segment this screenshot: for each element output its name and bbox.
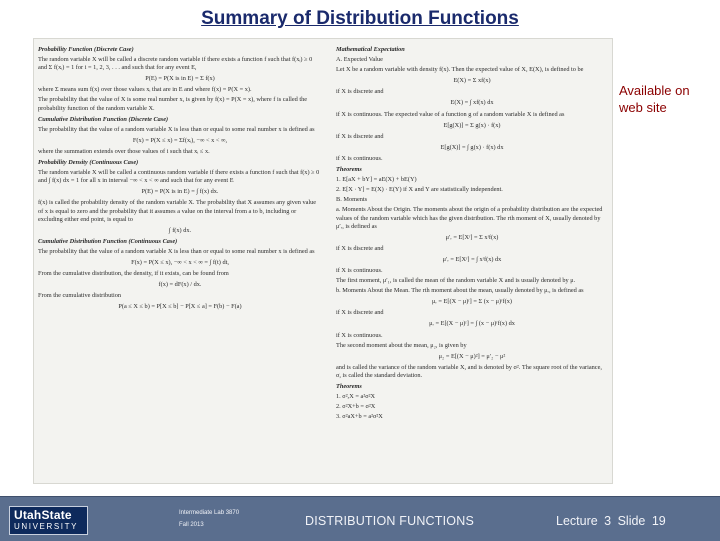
slide-title-text: Summary of Distribution Functions [201, 8, 519, 29]
scan-paragraph: and is called the variance of the random variable X, and is denoted by σ². The square root of the variance, σ, is called the standard deviation. [336, 363, 602, 379]
scan-equation: F(x) = P(X ≤ x), −∞ < x < ∞ = ∫ f(t) dt, [131, 258, 229, 266]
scan-paragraph: if X is continuous. [336, 266, 383, 274]
footer-topic: DISTRIBUTION FUNCTIONS [305, 514, 474, 528]
scan-heading: Theorems [336, 166, 362, 174]
scan-paragraph: if X is discrete and [336, 132, 384, 140]
scan-equation: F(x) = P(X ≤ x) = Σf(xᵢ), −∞ < x < ∞, [132, 136, 228, 144]
scan-equation: E(X) = ∫ xf(x) dx [450, 99, 494, 107]
scan-paragraph: From the cumulative distribution, the density, if it exists, can be found from [38, 270, 229, 278]
scan-equation: f(x) = dF(x) / dx. [158, 281, 202, 289]
scan-paragraph: if X is continuous. [336, 154, 383, 162]
scan-paragraph: where the summation extends over those values of i such that xᵢ ≤ x. [38, 147, 210, 155]
scan-paragraph: The probability that the value of X is some real number x, is given by f(x) = P(X = x), where f is called the probability function of the random variable X. [38, 96, 308, 112]
scan-paragraph: f(x) is called the probability density of the random variable X. The probability that X assumes any given value of x is equal to zero and the probability that it assumes a value on the interval from a to b, including or excluding either end point, is equal to [38, 199, 317, 223]
scan-heading: Mathematical Expectation [336, 46, 405, 53]
scan-paragraph: The first moment, μ′₁, is called the mean of the random variable X and is usually denoted by μ. [336, 277, 576, 285]
scan-paragraph: B. Moments [336, 196, 368, 204]
scan-heading: Theorems [336, 383, 362, 390]
scan-paragraph: where Σ means sum f(x) over those values xᵢ that are in E and where f(x) = P(X = x). [38, 86, 252, 94]
scan-heading: Cumulative Distribution Function (Continuous Case) [38, 237, 178, 245]
scan-paragraph: The random variable X will be called a continuous random variable if there exists a function f such that f(x) ≥ 0 and ∫ f(x) dx = 1 for all x in interval −∞ < x < ∞ and such that for any event E [38, 169, 320, 185]
course-name: Intermediate Lab 3870 [179, 510, 240, 516]
scan-equation: E[g(X)] = ∫ g(x) · f(x) dx [440, 143, 504, 151]
scan-paragraph: a. Moments About the Origin. The moments about the origin of a probability distribution are the expected values of the random variable which has the given distribution. The rth moment of X, usually denoted by μ′ᵣ, is defined as [336, 206, 603, 230]
scan-paragraph: 1. σ²ₐX = a²σ²X [336, 393, 376, 401]
side-note: Available on web site [619, 83, 690, 115]
scan-heading: Cumulative Distribution Function (Discrete Case) [38, 115, 169, 123]
scan-paragraph: The probability that the value of a random variable X is less than or equal to some real number x is defined as [38, 125, 315, 133]
scan-left-column [38, 43, 322, 314]
scan-paragraph: if X is discrete and [336, 309, 384, 317]
university-logo [9, 506, 88, 535]
scan-paragraph: 2. σ²X+b = σ²X [336, 403, 376, 411]
scan-paragraph: Let X be a random variable with density f(x). Then the expected value of X, E(X), is defined to be [336, 66, 584, 74]
scan-heading: Probability Function (Discrete Case) [38, 46, 134, 53]
scan-paragraph: 3. σ²aX+b = a²σ²X [336, 413, 383, 421]
scanned-reference-page [33, 38, 613, 484]
scan-paragraph: if X is continuous. [336, 331, 383, 339]
scan-equation: ∫ f(x) dx. [168, 226, 192, 234]
footer-bar [0, 496, 720, 541]
scan-equation: μ₂ = E[(X − μ)²] = μ′₂ − μ² [438, 352, 506, 360]
slide-title [0, 8, 720, 30]
scan-paragraph: b. Moments About the Mean. The rth moment about the mean, usually denoted by μᵣ, is defined as [336, 287, 584, 295]
scan-paragraph: 1. E[aX + bY] = aE(X) + bE(Y) [336, 176, 417, 184]
scan-paragraph: The probability that the value of a random variable X is less than or equal to some real number x is defined as [38, 247, 315, 255]
scan-paragraph: A. Expected Value [336, 56, 383, 64]
scan-paragraph: if X is continuous. The expected value of a function g of a random variable X is defined as [336, 110, 565, 118]
scan-paragraph: if X is discrete and [336, 88, 384, 96]
course-term: Fall 2013 [179, 522, 204, 528]
logo-line-1: UtahState [14, 508, 72, 522]
scan-right-column [336, 43, 608, 423]
scan-paragraph: 2. E[X · Y] = E(X) · E(Y) if X and Y are statistically independent. [336, 186, 503, 194]
scan-equation: μᵣ = E[(X − μ)ʳ] = ∫ (x − μ)ʳf(x) dx [429, 320, 515, 328]
logo-line-2: UNIVERSITY [14, 522, 79, 531]
scan-equation: E[g(X)] = Σ g(x) · f(x) [443, 121, 501, 129]
scan-equation: P(a ≤ X ≤ b) = P[X ≤ b] − P[X ≤ a] = F(b) − F(a) [118, 303, 242, 311]
scan-paragraph: The random variable X will be called a discrete random variable if there exists a function f such that f(xᵢ) ≥ 0 and Σ f(xᵢ) = 1 for i = 1, 2, 3, . . . and such that for any event E, [38, 56, 313, 72]
scan-equation: P(E) = P(X is in E) = ∫ f(x) dx. [141, 188, 219, 196]
scan-equation: μ′ᵣ = E[Xʳ] = Σ xʳf(x) [445, 233, 499, 241]
scan-paragraph: The second moment about the mean, μ₂, is given by [336, 341, 467, 349]
lecture-slide-number: Lecture 3 Slide 19 [556, 514, 666, 528]
scan-equation: E(X) = Σ xf(x) [453, 77, 491, 85]
scan-paragraph: From the cumulative distribution [38, 292, 122, 300]
scan-heading: Probability Density (Continuous Case) [38, 159, 139, 167]
scan-equation: μᵣ = E[(X − μ)ʳ] = Σ (x − μ)ʳf(x) [432, 298, 512, 306]
scan-equation: P(E) = P(X is in E) = Σ f(x) [145, 75, 215, 83]
scan-paragraph: if X is discrete and [336, 244, 384, 252]
scan-equation: μ′ᵣ = E[Xʳ] = ∫ xʳf(x) dx [442, 255, 502, 263]
